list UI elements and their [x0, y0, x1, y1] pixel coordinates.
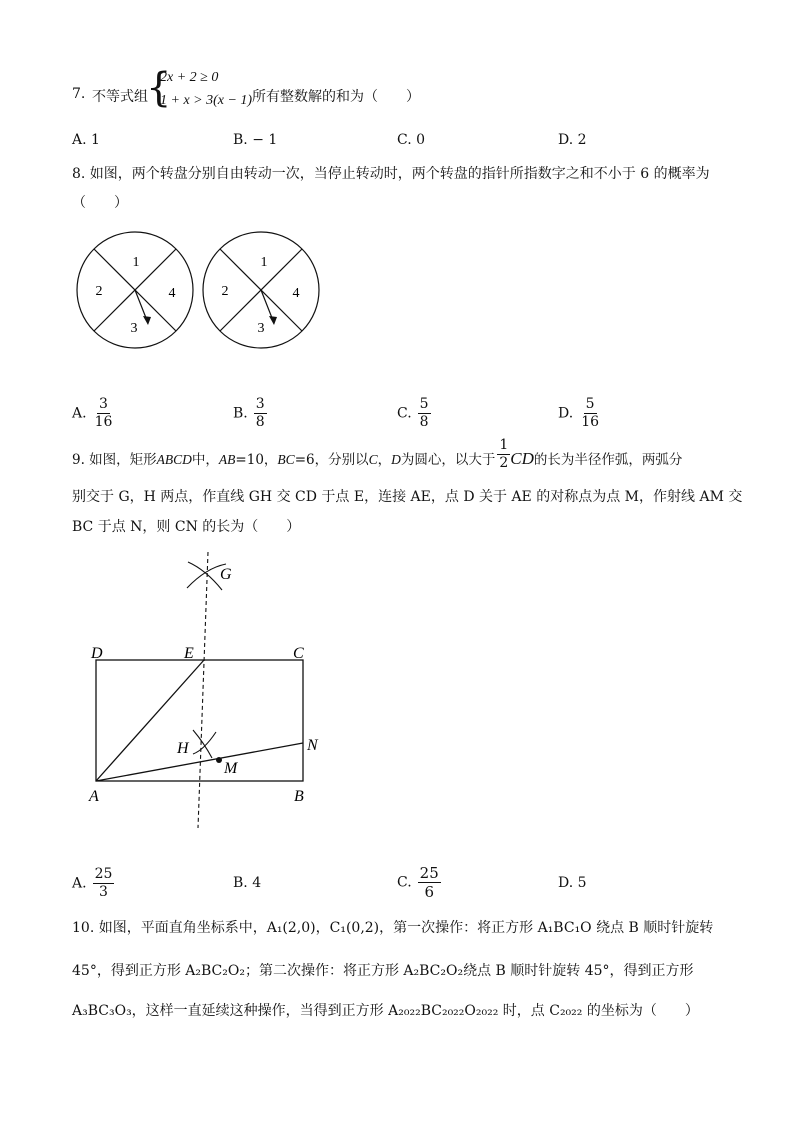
q10-stem-line1: 10. 如图，平面直角坐标系中，A₁(2,0)，C₁(0,2)，第一次操作：将正方形 A₁BC₁O 绕点 B 顺时针旋转	[72, 920, 714, 936]
q7-option-d[interactable]: D. 2	[558, 132, 587, 148]
label-B: B	[294, 788, 304, 805]
q7-inequality-1: 2x + 2 ≥ 0	[160, 70, 219, 85]
spinner-left	[77, 232, 193, 348]
q9-rectangle-figure	[80, 550, 340, 835]
spinner-right	[203, 232, 319, 348]
spinner-right-number-2: 2	[221, 284, 229, 299]
spinner-left-number-3: 3	[130, 321, 138, 336]
q7-option-b[interactable]: B. − 1	[233, 132, 278, 148]
q8-option-b[interactable]: B. $\frac{3}{8}$	[233, 396, 265, 430]
q7-inequality-2: 1 + x > 3(x − 1)	[160, 93, 253, 108]
q9-stem-line1: 9. 如图，矩形ABCD中，AB=10，BC=6，分别以C，D为圆心，以大于 $\frac{1}{2}$ CD的长为半径作弧，两弧分	[72, 437, 683, 471]
label-E: E	[184, 645, 194, 662]
q8-stem-line2: （ ）	[72, 195, 128, 211]
q10-stem-line2: 45°，得到正方形 A₂BC₂O₂；第二次操作：将正方形 A₂BC₂O₂绕点 B 顺时针旋转 45°，得到正方形	[72, 963, 694, 979]
spinner-left-number-1: 1	[132, 255, 140, 270]
label-N: N	[307, 737, 318, 754]
q9-stem-line2: 别交于 G，H 两点，作直线 GH 交 CD 于点 E，连接 AE，点 D 关于 AE 的对称点为点 M，作射线 AM 交	[72, 489, 743, 505]
q9-option-d[interactable]: D. 5	[558, 875, 587, 891]
q9-option-a[interactable]: A. $\frac{25}{3}$	[72, 866, 113, 900]
q8-option-a[interactable]: A. $\frac{3}{16}$	[72, 396, 113, 430]
q8-spinners-figure	[70, 228, 340, 358]
label-C: C	[293, 645, 304, 662]
q8-option-c[interactable]: C. $\frac{5}{8}$	[397, 396, 429, 430]
q10-stem-line3: A₃BC₃O₃，这样一直延续这种操作，当得到正方形 A₂₀₂₂BC₂₀₂₂O₂₀₂₂ 时，点 C₂₀₂₂ 的坐标为（ ）	[72, 1003, 699, 1019]
spinner-right-number-3: 3	[257, 321, 265, 336]
q8-stem-line1: 8. 如图，两个转盘分别自由转动一次，当停止转动时，两个转盘的指针所指数字之和不小于 6 的概率为	[72, 166, 710, 182]
label-G: G	[220, 566, 232, 583]
label-M: M	[224, 760, 238, 777]
q7-suffix: 所有整数解的和为（ ）	[252, 89, 420, 105]
label-H: H	[177, 740, 189, 757]
spinner-right-number-4: 4	[292, 286, 300, 301]
q7-option-c[interactable]: C. 0	[397, 132, 426, 148]
q9-option-b[interactable]: B. 4	[233, 875, 262, 891]
spinner-left-number-2: 2	[95, 284, 103, 299]
spinner-left-number-4: 4	[168, 286, 176, 301]
q7-brace: {	[146, 65, 172, 111]
label-D: D	[91, 645, 103, 662]
q7-number: 7.	[72, 86, 86, 102]
q7-prefix: 不等式组	[92, 89, 148, 105]
q8-option-d[interactable]: D. $\frac{5}{16}$	[558, 396, 600, 430]
q7-option-a[interactable]: A. 1	[72, 132, 100, 148]
spinner-right-number-1: 1	[260, 255, 268, 270]
q9-option-c[interactable]: C. $\frac{25}{6}$	[397, 864, 439, 901]
q9-stem-line3: BC 于点 N，则 CN 的长为（ ）	[72, 519, 301, 535]
label-A: A	[89, 788, 99, 805]
